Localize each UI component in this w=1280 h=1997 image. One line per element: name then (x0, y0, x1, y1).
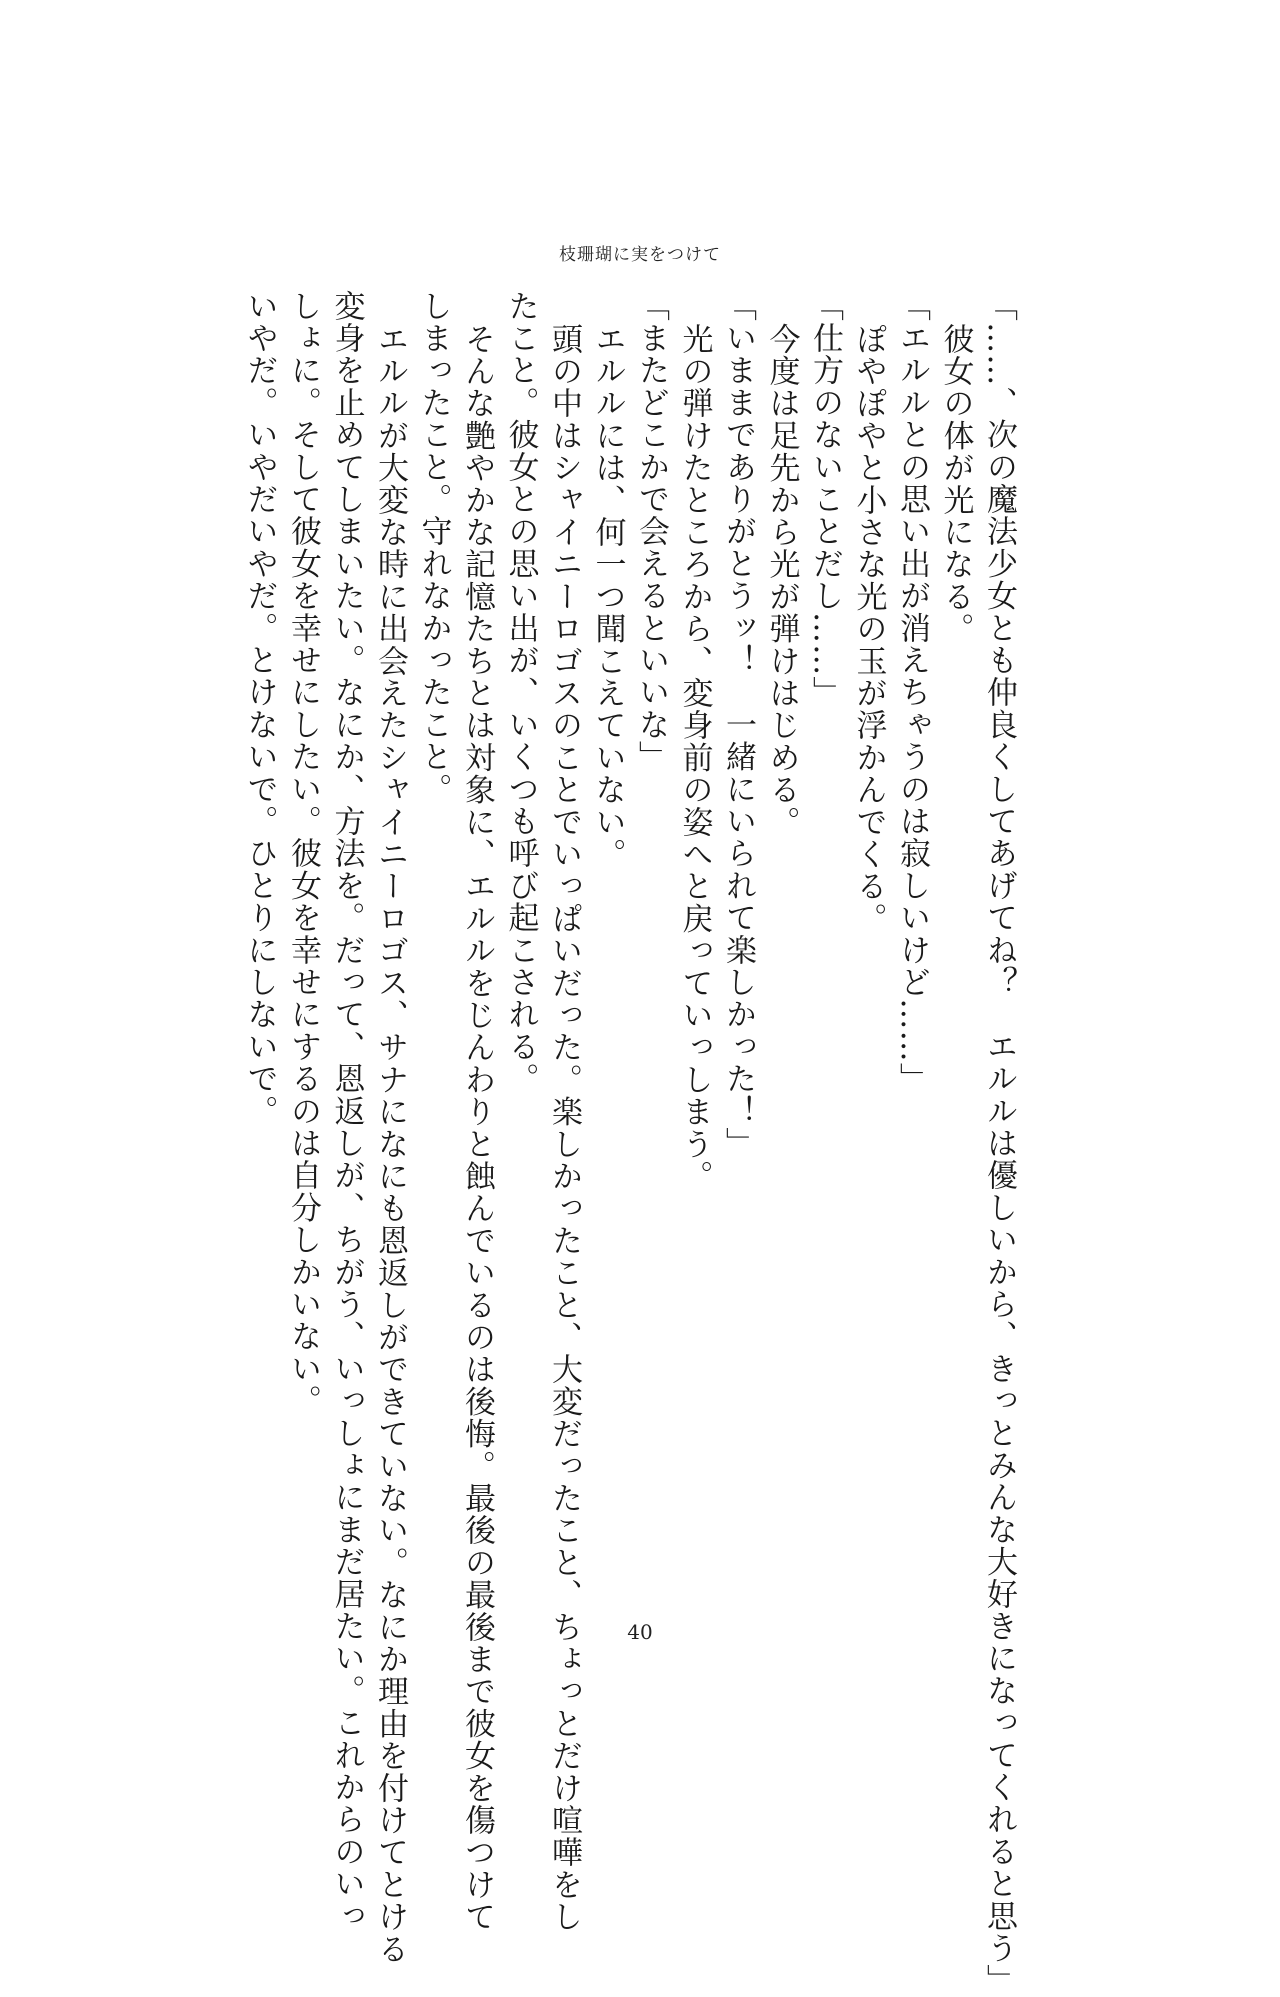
text-line: 変身を止めてしまいたい。なにか、方法を。だって、恩返しが、ちがう、いっしょにまだ居たい。これからのいっ (328, 290, 365, 1933)
text-line: 「……、次の魔法少女とも仲良くしてあげてね？ エルルは優しいから、きっとみんな大好きになってくれると思う」 (981, 290, 1017, 1997)
text-line: エルルには、何一つ聞こえていない。 (589, 323, 626, 871)
text-line: 彼女の体が光になる。 (937, 323, 974, 645)
text-line: 「エルルとの思い出が消えちゃうのは寂しいけど……」 (894, 290, 930, 1096)
text-line: 頭の中はシャイニーロゴスのことでいっぱいだった。楽しかったこと、大変だったこと、ちょっとだけ喧嘩をし (546, 323, 582, 1933)
text-line: 「仕方のないことだし……」 (807, 290, 843, 709)
text-line: ぽやぽやと小さな光の玉が浮かんでくる。 (850, 323, 887, 935)
text-line: そんな艶やかな記憶たちとは対象に、エルルをじんわりと蝕んでいるのは後悔。最後の最後まで彼女を傷つけて (459, 323, 495, 1933)
text-line: いやだ。いやだいやだ。とけないで。ひとりにしないで。 (241, 290, 278, 1128)
text-line: 今度は足先から光が弾けはじめる。 (763, 323, 800, 839)
text-line: しまったこと。守れなかったこと。 (415, 290, 452, 806)
text-line: 「またどこかで会えるといいな」 (633, 290, 669, 773)
running-head-title: 枝珊瑚に実をつけて (559, 245, 721, 265)
text-line: 「いままでありがとうッ！ 一緒にいられて楽しかった！」 (720, 290, 756, 1160)
text-line: たこと。彼女との思い出が、いくつも呼び起こされる。 (502, 290, 539, 1096)
text-line: エルルが大変な時に出会えたシャイニーロゴス、サナになにも恩返しができていない。なにか理由を付けてとける (372, 323, 408, 1966)
text-line: しょに。そして彼女を幸せにしたい。彼女を幸せにするのは自分しかいない。 (285, 290, 321, 1417)
page-number: 40 (627, 1620, 653, 1644)
text-line: 光の弾けたところから、変身前の姿へと戻っていっしまう。 (676, 323, 713, 1193)
